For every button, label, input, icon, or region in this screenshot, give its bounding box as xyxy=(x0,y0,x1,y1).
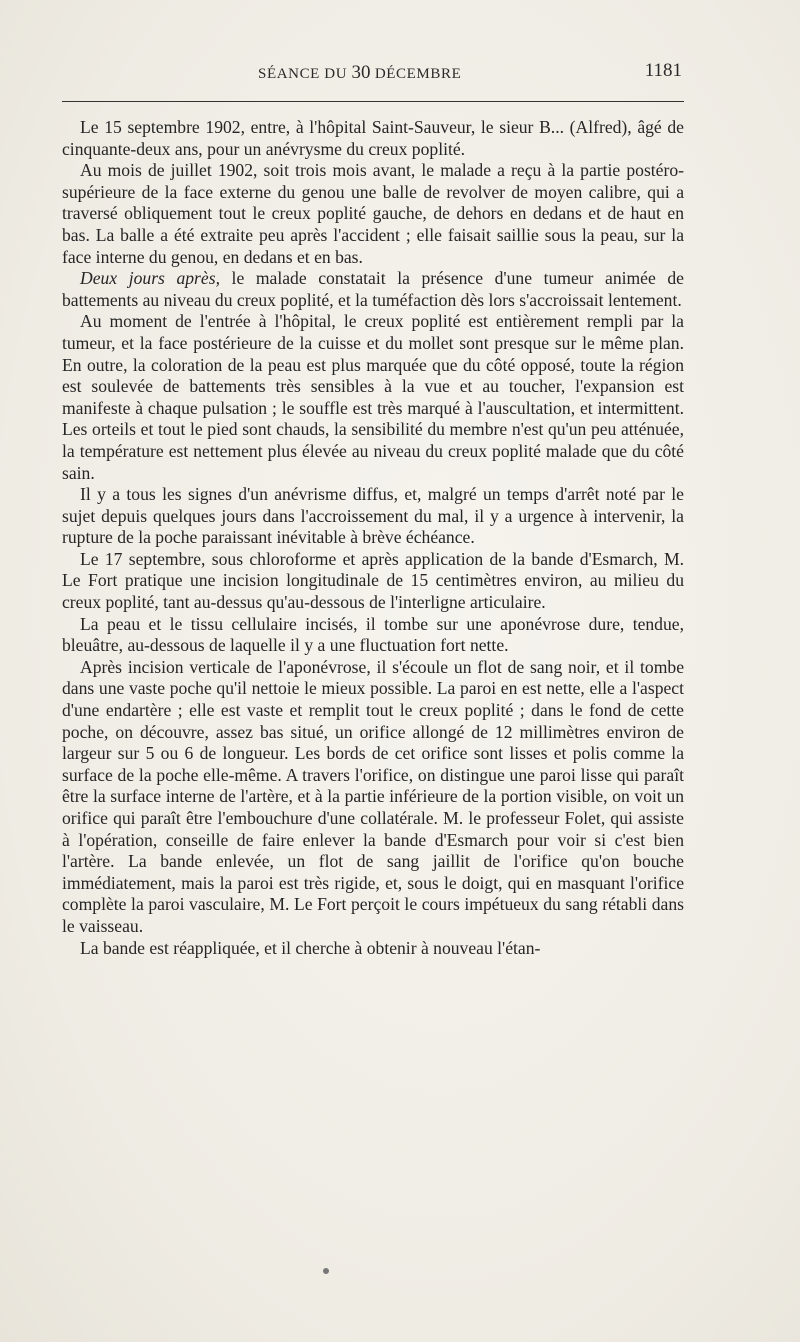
paragraph-italic-lead: Deux jours après, xyxy=(80,268,220,289)
paragraph: La peau et le tissu cellulaire incisés, il tombe sur une aponévrose dure, tendue, bleuâtre, au-dessous de laquelle il y a une fluctuation fort nette. xyxy=(62,613,684,656)
paragraph: Après incision verticale de l'aponévrose, il s'écoule un flot de sang noir, et il tombe dans une vaste poche qu'il nettoie le mieux possible. La paroi en est nette, elle a l'aspect d'une endartère ; elle est vaste et remplit tout le creux poplité ; dans le fond de cette poche, on découvre, assez bas situé, un orifice allongé de 12 millimètres environ de largeur sur 5 ou 6 de longueur. Les bords de cet orifice sont lisses et polis comme la surface de la poche elle-même. A travers l'orifice, on distingue une paroi lisse qui paraît être la surface interne de l'artère, et à la partie inférieure de la portion visible, on voit un orifice qui paraît être l'embouchure d'une collatérale. M. le professeur Folet, qui assiste à l'opération, conseille de faire enlever la bande d'Esmarch pour voir si c'est bien l'artère. La bande enlevée, un flot de sang jaillit de l'orifice qu'on bouche immédiatement, mais la paroi est très rigide, et, sous le doigt, qui en masquant l'orifice complète la paroi vasculaire, M. Le Fort perçoit le cours impétueux du sang rétabli dans le vaisseau. xyxy=(62,656,684,936)
paragraph: La bande est réappliquée, et il cherche à obtenir à nouveau l'étan- xyxy=(80,937,541,958)
paragraph: Le 15 septembre 1902, entre, à l'hôpital Saint-Sauveur, le sieur B... (Alfred), âgé de cinquante-deux ans, pour un anévrysme du creux poplité. xyxy=(62,117,684,159)
body-text xyxy=(62,117,684,959)
paragraph xyxy=(62,268,684,311)
page-number: 1181 xyxy=(644,60,682,81)
paragraph: Le 17 septembre, sous chloroforme et après application de la bande d'Esmarch, M. Le Fort pratique une incision longitudinale de 15 centimètres environ, au milieu du creux poplité, tant au-dessus qu'au-dessous de l'interligne articulaire. xyxy=(62,548,684,613)
paragraph: Au mois de juillet 1902, soit trois mois avant, le malade a reçu à la partie postéro-supérieure de la face externe du genou une balle de revolver de moyen calibre, qui a traversé obliquement tout le creux poplité gauche, de dehors en dedans et de haut en bas. La balle a été extraite peu après l'accident ; elle faisait saillie sous la peau, sur la face interne du genou, en dedans et en bas. xyxy=(62,160,684,267)
head-title-day: 30 xyxy=(351,62,371,83)
head-title-suffix: DÉCEMBRE xyxy=(370,66,462,82)
paragraph: Au moment de l'entrée à l'hôpital, le creux poplité est entièrement rempli par la tumeur, et la face postérieure de la cuisse et du mollet sont presque sur le même plan. En outre, la coloration de la peau est plus marquée que du côté opposé, toute la région est soulevée de battements très sensibles à la vue et au toucher, l'expansion est manifeste à chaque pulsation ; le souffle est très marqué à l'auscultation, et intermittent. Les orteils et tout le pied sont chauds, la sensibilité du membre n'est qu'un peu atténuée, la température est nettement plus élevée au niveau du creux poplité malade que du côté sain. xyxy=(62,311,684,483)
paragraph: Il y a tous les signes d'un anévrisme diffus, et, malgré un temps d'arrêt noté par le sujet depuis quelques jours dans l'accroissement du mal, il y a urgence à intervenir, la rupture de la poche paraissant inévitable à brève échéance. xyxy=(62,484,684,548)
running-head xyxy=(62,62,684,86)
paragraph-text: le malade constatait la présence d'une tumeur animée de battements au niveau du creux poplité, et la tuméfaction dès lors s'accroissait lentement. xyxy=(62,268,684,310)
footer-ink-dot xyxy=(323,1268,329,1274)
running-head-title xyxy=(258,62,461,84)
header-rule xyxy=(62,101,684,102)
head-title-prefix: SÉANCE DU xyxy=(258,66,352,82)
